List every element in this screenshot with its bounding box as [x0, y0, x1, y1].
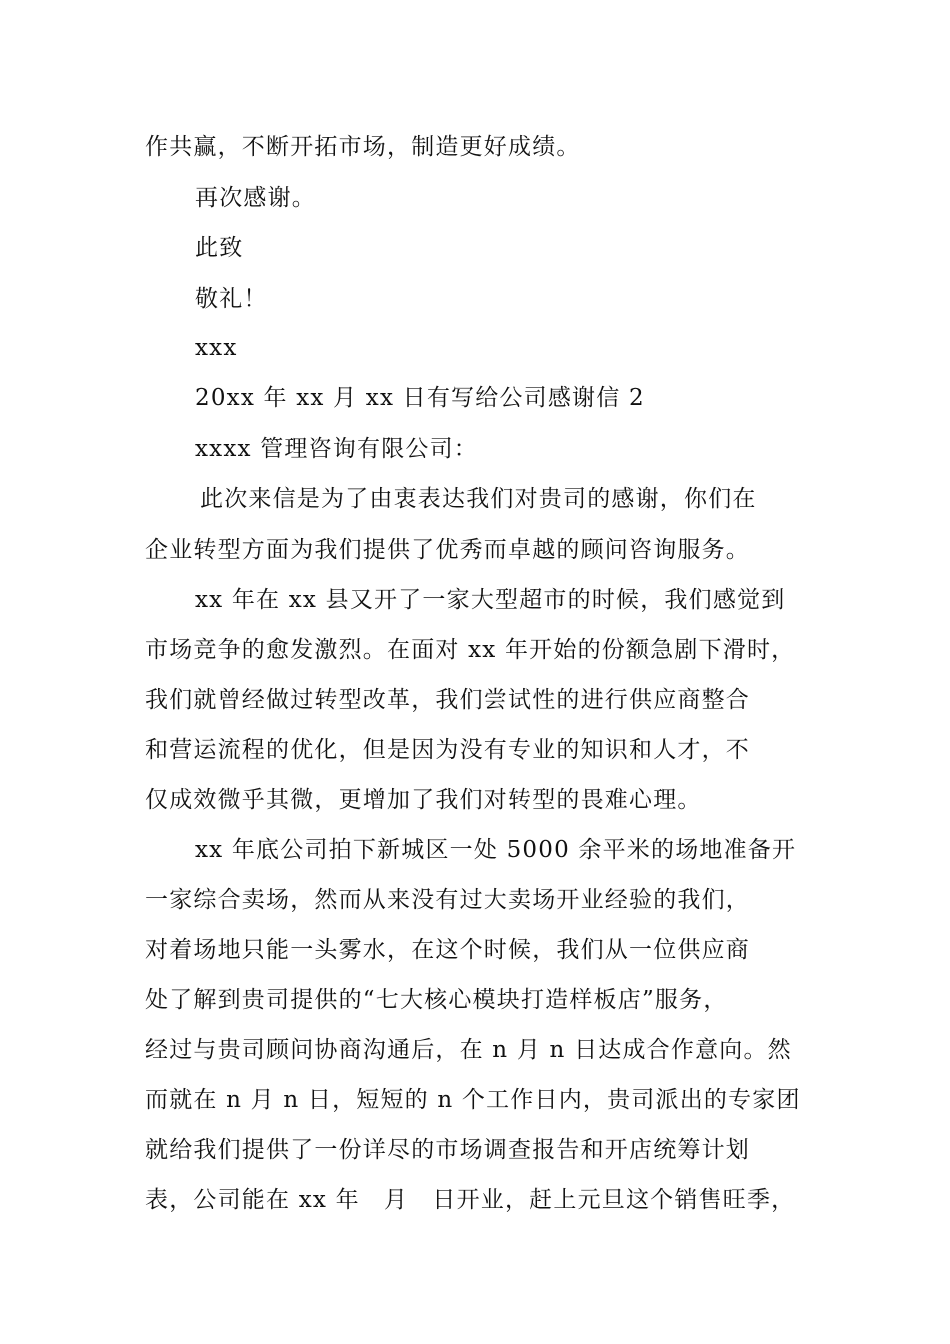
text-line: 处了解到贵司提供的“七大核心模块打造样板店”服务， — [145, 987, 728, 1013]
text-line: 经过与贵司顾问协商沟通后，在 n 月 n 日达成合作意向。然 — [145, 1037, 792, 1063]
text-line: 20xx 年 xx 月 xx 日有写给公司感谢信 2 — [195, 385, 645, 411]
text-line: 就给我们提供了一份详尽的市场调查报告和开店统筹计划 — [145, 1137, 750, 1163]
text-line: 仅成效微乎其微，更增加了我们对转型的畏难心理。 — [145, 787, 702, 813]
text-line: xxx — [195, 335, 238, 361]
text-line: xxxx 管理咨询有限公司： — [195, 436, 478, 462]
text-line: 我们就曾经做过转型改革，我们尝试性的进行供应商整合 — [145, 687, 750, 713]
text-line: 而就在 n 月 n 日，短短的 n 个工作日内，贵司派出的专家团 — [145, 1087, 801, 1113]
text-line: xx 年在 xx 县又开了一家大型超市的时候，我们感觉到 — [195, 587, 786, 613]
text-line: 一家综合卖场，然而从来没有过大卖场开业经验的我们， — [145, 887, 750, 913]
text-line: 表，公司能在 xx 年 月 日开业，赶上元旦这个销售旺季， — [145, 1187, 796, 1213]
text-line: 对着场地只能一头雾水，在这个时候，我们从一位供应商 — [145, 937, 750, 963]
text-line: 再次感谢。 — [195, 185, 316, 211]
text-line: 市场竞争的愈发激烈。在面对 xx 年开始的份额急剧下滑时， — [145, 637, 796, 663]
text-line: 敬礼！ — [195, 286, 268, 312]
text-line: 此致 — [195, 235, 244, 261]
text-line: 和营运流程的优化，但是因为没有专业的知识和人才，不 — [145, 737, 750, 763]
text-line: 企业转型方面为我们提供了优秀而卓越的顾问咨询服务。 — [145, 537, 750, 563]
text-line: xx 年底公司拍下新城区一处 5000 余平米的场地准备开 — [195, 837, 797, 863]
text-line: 作共赢，不断开拓市场，制造更好成绩。 — [145, 134, 581, 160]
text-line: 此次来信是为了由衷表达我们对贵司的感谢，你们在 — [200, 486, 757, 512]
